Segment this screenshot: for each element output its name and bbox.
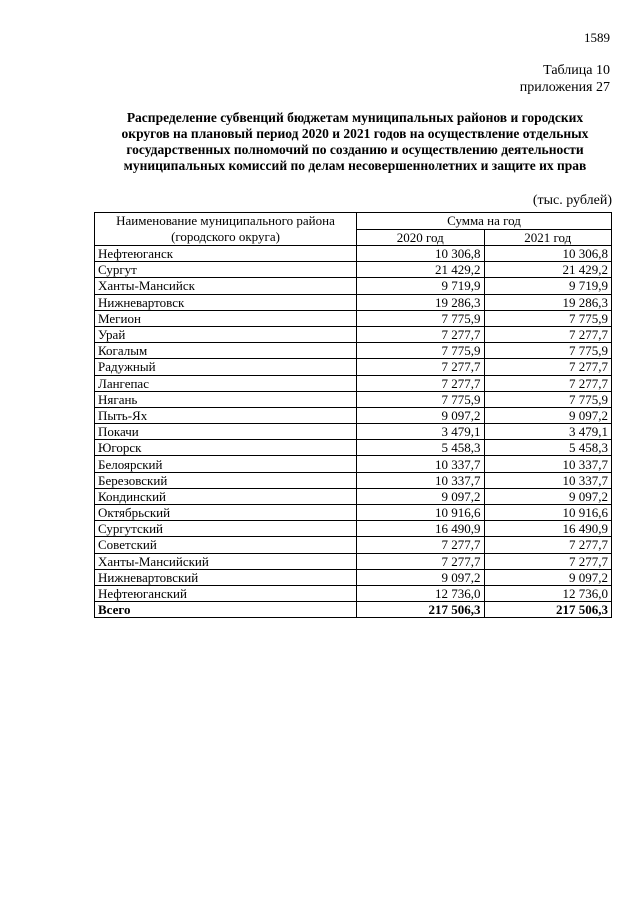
title-line: округов на плановый период 2020 и 2021 годов на осуществление отдельных xyxy=(121,126,589,141)
row-2021-cell: 9 097,2 xyxy=(484,569,612,585)
row-name-cell: Нижневартовск xyxy=(95,294,357,310)
row-2020-cell: 10 306,8 xyxy=(357,246,485,262)
header-sum: Сумма на год xyxy=(357,213,612,230)
row-name-cell: Радужный xyxy=(95,359,357,375)
row-2020-cell: 5 458,3 xyxy=(357,440,485,456)
row-2021-cell: 19 286,3 xyxy=(484,294,612,310)
row-2021-cell: 7 775,9 xyxy=(484,391,612,407)
row-2021-cell: 12 736,0 xyxy=(484,585,612,601)
row-name-cell: Урай xyxy=(95,326,357,342)
row-2021-cell: 10 337,7 xyxy=(484,472,612,488)
row-2020-cell: 3 479,1 xyxy=(357,424,485,440)
row-2021-cell: 21 429,2 xyxy=(484,262,612,278)
row-2020-cell: 9 097,2 xyxy=(357,488,485,504)
row-2021-cell: 9 097,2 xyxy=(484,407,612,423)
row-name-cell: Кондинский xyxy=(95,488,357,504)
header-2020: 2020 год xyxy=(357,229,485,246)
row-name-cell: Нижневартовский xyxy=(95,569,357,585)
table-caption-line: приложения 27 xyxy=(519,80,610,95)
row-2021-cell: 16 490,9 xyxy=(484,521,612,537)
table-row xyxy=(95,310,612,326)
table-row xyxy=(95,407,612,423)
row-name-cell: Октябрьский xyxy=(95,505,357,521)
table-row xyxy=(95,294,612,310)
row-name-cell: Покачи xyxy=(95,424,357,440)
row-2021-cell: 7 277,7 xyxy=(484,537,612,553)
table-row xyxy=(95,456,612,472)
row-name-cell: Советский xyxy=(95,537,357,553)
row-name-cell: Березовский xyxy=(95,472,357,488)
row-2020-cell: 7 277,7 xyxy=(357,375,485,391)
table-row xyxy=(95,359,612,375)
table-caption xyxy=(520,62,610,96)
row-2020-cell: 10 337,7 xyxy=(357,472,485,488)
header-name-line: Наименование муниципального района xyxy=(116,213,335,228)
table-row xyxy=(95,262,612,278)
row-2020-cell: 9 097,2 xyxy=(357,569,485,585)
table-row xyxy=(95,246,612,262)
row-name-cell: Нефтеюганский xyxy=(95,585,357,601)
row-name-cell: Когалым xyxy=(95,343,357,359)
table-row xyxy=(95,278,612,294)
row-2020-cell: 7 775,9 xyxy=(357,310,485,326)
table-row xyxy=(95,472,612,488)
row-name-cell: Ханты-Мансийский xyxy=(95,553,357,569)
header-name xyxy=(95,213,357,246)
total-2021-cell: 217 506,3 xyxy=(484,602,612,618)
table-body xyxy=(95,246,612,618)
row-2021-cell: 7 775,9 xyxy=(484,343,612,359)
table-row xyxy=(95,424,612,440)
total-row xyxy=(95,602,612,618)
units-label: (тыс. рублей) xyxy=(532,193,612,208)
row-name-cell: Пыть-Ях xyxy=(95,407,357,423)
row-name-cell: Ханты-Мансийск xyxy=(95,278,357,294)
row-2021-cell: 9 097,2 xyxy=(484,488,612,504)
page-number: 1589 xyxy=(584,30,610,45)
title-line: государственных полномочий по созданию и осуществлению деятельности xyxy=(126,142,584,157)
total-name-cell: Всего xyxy=(95,602,357,618)
row-name-cell: Сургутский xyxy=(95,521,357,537)
row-2021-cell: 7 775,9 xyxy=(484,310,612,326)
row-name-cell: Нягань xyxy=(95,391,357,407)
row-name-cell: Югорск xyxy=(95,440,357,456)
table-caption-line: Таблица 10 xyxy=(543,63,610,78)
subvention-table xyxy=(94,212,612,618)
row-2020-cell: 10 916,6 xyxy=(357,505,485,521)
table-row xyxy=(95,440,612,456)
row-name-cell: Мегион xyxy=(95,310,357,326)
row-2020-cell: 7 277,7 xyxy=(357,537,485,553)
row-2020-cell: 9 097,2 xyxy=(357,407,485,423)
row-2021-cell: 3 479,1 xyxy=(484,424,612,440)
row-2020-cell: 9 719,9 xyxy=(357,278,485,294)
row-name-cell: Белоярский xyxy=(95,456,357,472)
row-2021-cell: 7 277,7 xyxy=(484,326,612,342)
row-2020-cell: 16 490,9 xyxy=(357,521,485,537)
row-name-cell: Нефтеюганск xyxy=(95,246,357,262)
table-row xyxy=(95,569,612,585)
title-line: Распределение субвенций бюджетам муниципальных районов и городских xyxy=(126,110,584,125)
table-row xyxy=(95,553,612,569)
row-name-cell: Лангепас xyxy=(95,375,357,391)
row-2020-cell: 7 775,9 xyxy=(357,343,485,359)
table-row xyxy=(95,326,612,342)
document-title xyxy=(95,110,615,174)
row-2020-cell: 7 775,9 xyxy=(357,391,485,407)
row-2020-cell: 7 277,7 xyxy=(357,359,485,375)
row-2021-cell: 7 277,7 xyxy=(484,359,612,375)
table-row xyxy=(95,343,612,359)
row-2020-cell: 21 429,2 xyxy=(357,262,485,278)
row-2021-cell: 7 277,7 xyxy=(484,553,612,569)
table-row xyxy=(95,375,612,391)
table-row xyxy=(95,391,612,407)
header-2021: 2021 год xyxy=(484,229,612,246)
row-2020-cell: 7 277,7 xyxy=(357,326,485,342)
row-2021-cell: 10 306,8 xyxy=(484,246,612,262)
table-row xyxy=(95,488,612,504)
row-2021-cell: 5 458,3 xyxy=(484,440,612,456)
row-name-cell: Сургут xyxy=(95,262,357,278)
table-header-row xyxy=(95,213,612,230)
row-2021-cell: 10 916,6 xyxy=(484,505,612,521)
row-2020-cell: 10 337,7 xyxy=(357,456,485,472)
header-name-line: (городского округа) xyxy=(171,229,280,244)
table-row xyxy=(95,537,612,553)
total-2020-cell: 217 506,3 xyxy=(357,602,485,618)
row-2021-cell: 10 337,7 xyxy=(484,456,612,472)
row-2020-cell: 7 277,7 xyxy=(357,553,485,569)
row-2020-cell: 12 736,0 xyxy=(357,585,485,601)
table-row xyxy=(95,505,612,521)
table-row xyxy=(95,585,612,601)
row-2020-cell: 19 286,3 xyxy=(357,294,485,310)
row-2021-cell: 7 277,7 xyxy=(484,375,612,391)
row-2021-cell: 9 719,9 xyxy=(484,278,612,294)
title-line: муниципальных комиссий по делам несовершеннолетних и защите их прав xyxy=(123,158,587,173)
table-row xyxy=(95,521,612,537)
